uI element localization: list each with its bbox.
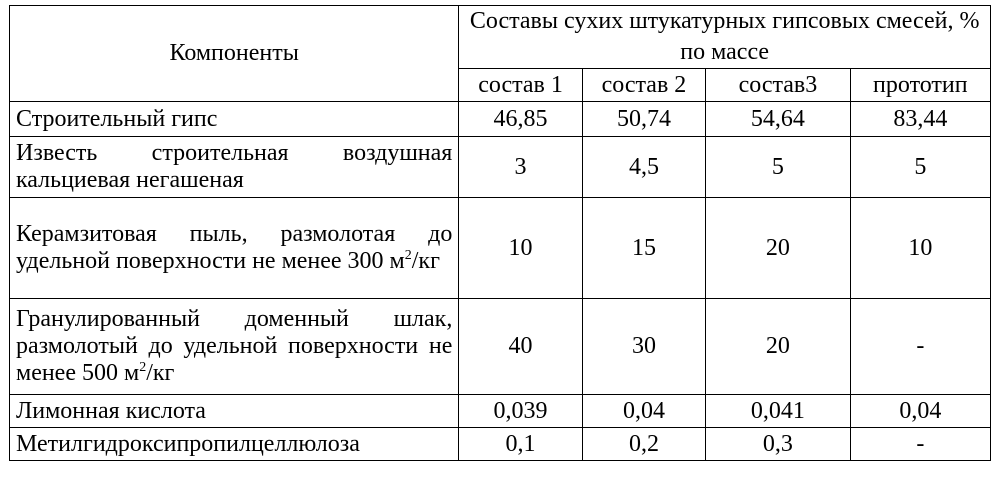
table-row — [10, 137, 991, 198]
value-cell: 15 — [582, 198, 705, 299]
value-cell: 30 — [582, 299, 705, 395]
value-cell: 83,44 — [850, 102, 990, 137]
component-name-unit: /кг — [411, 248, 440, 274]
value-cell: 0,2 — [582, 428, 705, 461]
value-cell: 46,85 — [459, 102, 582, 137]
value-cell: 0,1 — [459, 428, 582, 461]
value-cell: 3 — [459, 137, 582, 198]
value-cell: 5 — [706, 137, 851, 198]
component-name-unit: /кг — [146, 360, 175, 386]
component-name: Строительный гипс — [10, 102, 459, 137]
table-row — [10, 198, 991, 299]
value-cell: - — [850, 428, 990, 461]
value-cell: 0,3 — [706, 428, 851, 461]
table-row — [10, 299, 991, 395]
superscript-exponent: 2 — [139, 360, 147, 375]
column-header-composition-1: состав 1 — [459, 69, 582, 102]
value-cell: 0,04 — [582, 395, 705, 428]
component-name: Метилгидроксипропилцеллюлоза — [10, 428, 459, 461]
value-cell: 0,039 — [459, 395, 582, 428]
table-row — [10, 102, 991, 137]
table-row — [10, 428, 991, 461]
column-header-composition-2: состав 2 — [582, 69, 705, 102]
column-header-composition-3: состав3 — [706, 69, 851, 102]
component-name — [10, 299, 459, 395]
superscript-exponent: 2 — [404, 248, 412, 263]
value-cell: 20 — [706, 198, 851, 299]
value-cell: 5 — [850, 137, 990, 198]
value-cell: 10 — [459, 198, 582, 299]
compositions-table — [9, 5, 991, 461]
component-name: Лимонная кислота — [10, 395, 459, 428]
value-cell: 4,5 — [582, 137, 705, 198]
value-cell: 10 — [850, 198, 990, 299]
value-cell: 50,74 — [582, 102, 705, 137]
table-header-row — [10, 6, 991, 69]
value-cell: 0,04 — [850, 395, 990, 428]
table-row — [10, 395, 991, 428]
compositions-group-header: Составы сухих штукатурных гипсовых смесей, % по массе — [459, 6, 991, 69]
component-name — [10, 198, 459, 299]
component-name: Известь строительная воздушная кальциевая негашеная — [10, 137, 459, 198]
components-header: Компоненты — [10, 6, 459, 102]
value-cell: - — [850, 299, 990, 395]
component-name-text: Гранулированный доменный шлак, размолотый до удельной поверхности не менее 500 м — [16, 306, 453, 386]
value-cell: 54,64 — [706, 102, 851, 137]
value-cell: 40 — [459, 299, 582, 395]
component-name-text: Керамзитовая пыль, размолотая до удельной поверхности не менее 300 м — [16, 221, 453, 274]
value-cell: 0,041 — [706, 395, 851, 428]
value-cell: 20 — [706, 299, 851, 395]
column-header-prototype: прототип — [850, 69, 990, 102]
